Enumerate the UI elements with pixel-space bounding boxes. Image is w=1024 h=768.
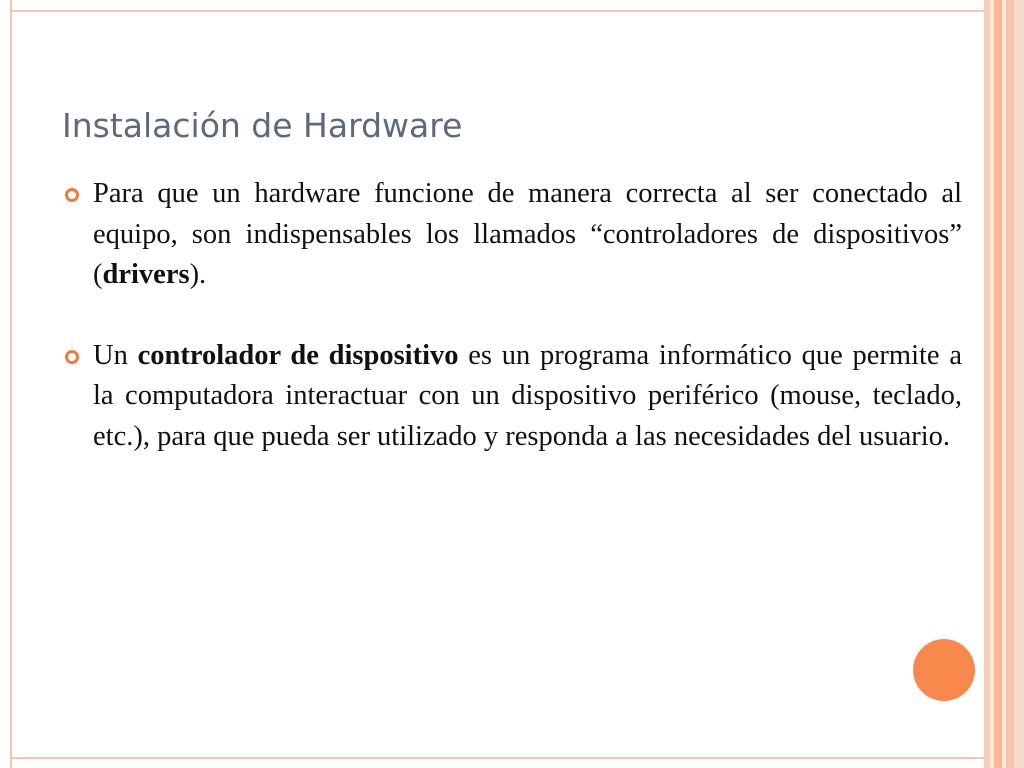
- orange-circle-icon: [913, 639, 975, 701]
- ring-bullet-icon: [65, 350, 79, 364]
- ring-bullet-icon: [65, 188, 79, 202]
- bullet-item-definition: [62, 336, 962, 458]
- frame-border-left: [10, 0, 12, 768]
- bullet-text: Un: [93, 339, 138, 371]
- right-stripe: [1006, 0, 1014, 768]
- bullet-bold-term: drivers: [102, 259, 190, 290]
- frame-border-bottom: [10, 757, 985, 759]
- bullet-text: ).: [189, 259, 207, 290]
- right-stripe: [1014, 0, 1024, 768]
- right-stripe: [994, 0, 1002, 768]
- bullet-text: Para que un hardware funcione de manera correcta al ser conectado al equipo, son indispensables los llamados “controladores de dispositivos” (: [93, 178, 962, 290]
- frame-border-top: [10, 10, 985, 12]
- slide-title: Instalación de Hardware: [62, 106, 463, 145]
- bullet-bold-term: controlador de dispositivo: [137, 339, 459, 371]
- bullet-item-drivers: [62, 174, 962, 296]
- bullet-text: es un programa informático que permite a la computadora interactuar con un dispositivo periférico (mouse, teclado, etc.), para que pueda ser utilizado y responda a las necesidades del usuario.: [93, 339, 962, 452]
- bullet-list: [62, 174, 962, 457]
